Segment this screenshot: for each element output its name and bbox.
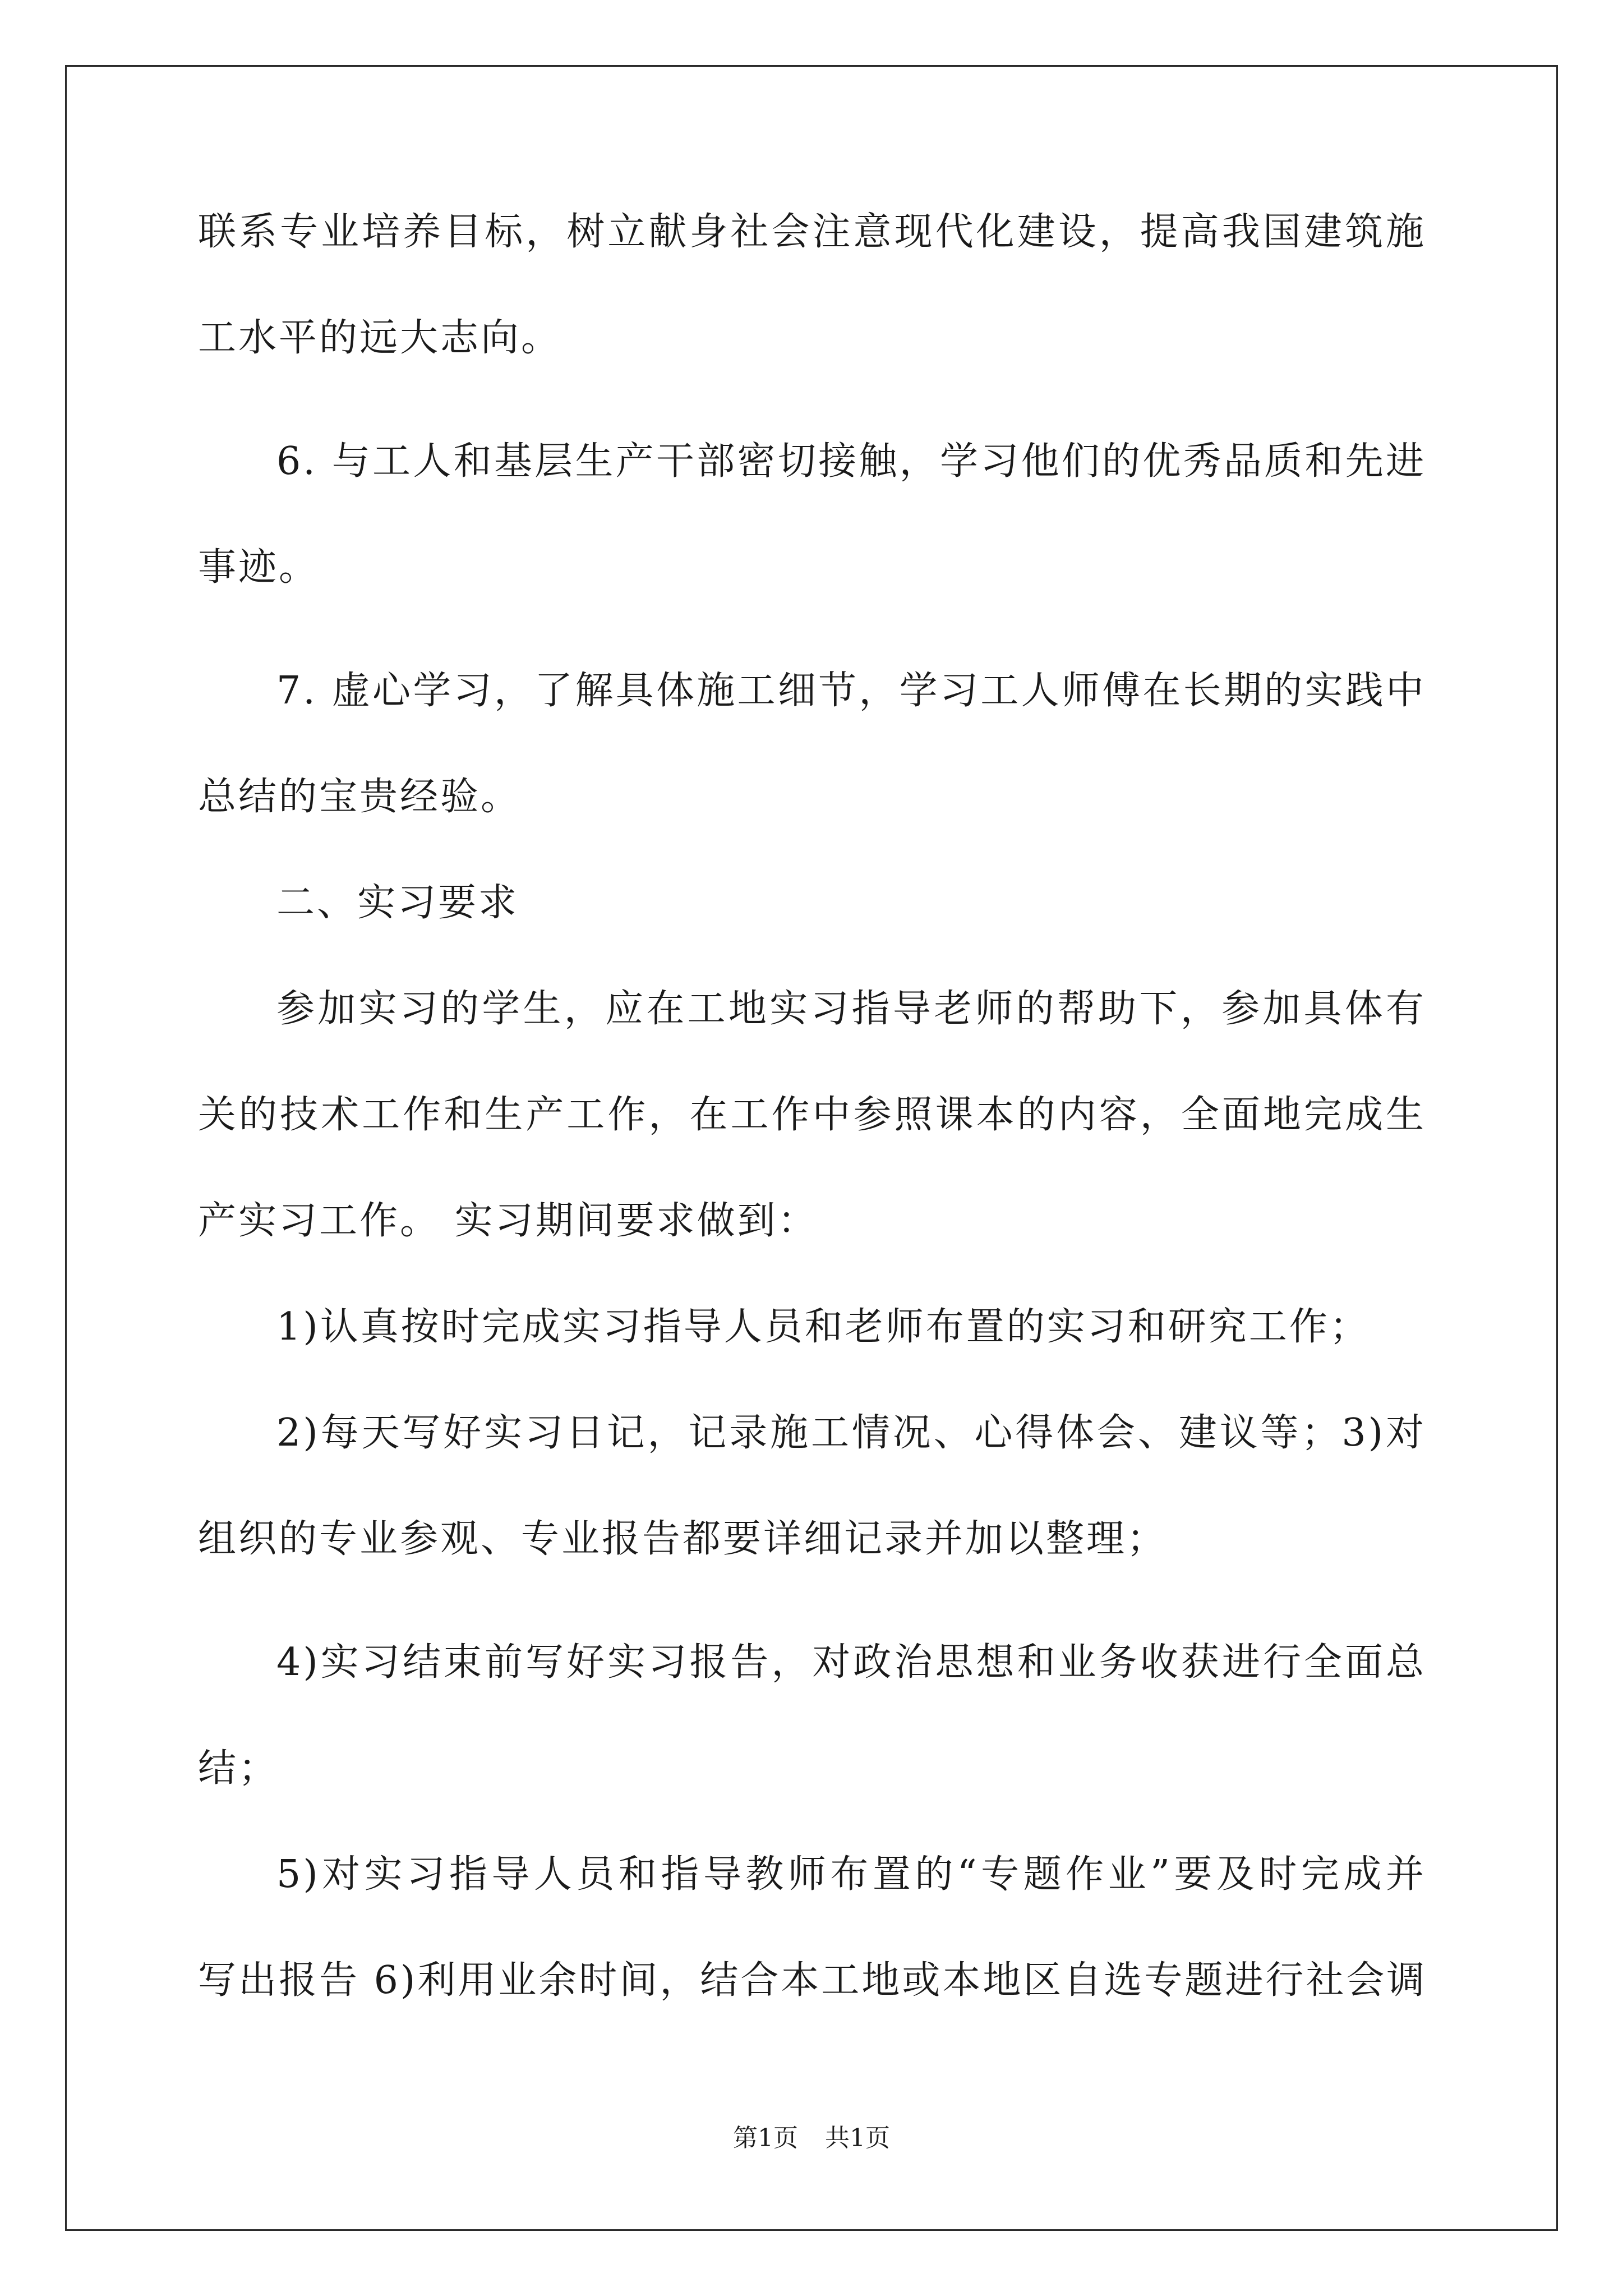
body-line: 联系专业培养目标，树立献身社会注意现代化建设，提高我国建筑施 [198,210,1426,254]
body-line: 事迹。 [198,545,320,590]
requirement-2: 2)每天写好实习日记，记录施工情况、心得体会、建议等；3)对 [276,1411,1426,1455]
page-footer [0,2126,1623,2151]
body-line: 参加实习的学生，应在工地实习指导老师的帮助下，参加具体有 [276,987,1426,1031]
page-border [65,65,1558,2231]
body-line: 工水平的远大志向。 [198,316,562,360]
body-line: 产实习工作。 实习期间要求做到： [198,1199,818,1243]
page-number: 第1页 [733,2124,798,2152]
body-line: 写出报告 6)利用业余时间，结合本工地或本地区自选专题进行社会调 [198,1958,1427,2003]
list-item-7: 7. 虚心学习，了解具体施工细节，学习工人师傅在长期的实践中 [276,669,1426,713]
body-line: 总结的宝贵经验。 [198,775,522,819]
page-total: 共1页 [825,2124,890,2152]
body-line: 结； [198,1746,279,1791]
body-line: 组织的专业参观、专业报告都要详细记录并加以整理； [198,1517,1168,1561]
requirement-1: 1)认真按时完成实习指导人员和老师布置的实习和研究工作； [276,1305,1370,1349]
section-heading: 二、实习要求 [276,881,519,925]
requirement-4: 4)实习结束前写好实习报告，对政治思想和业务收获进行全面总 [276,1640,1426,1685]
body-line: 关的技术工作和生产工作，在工作中参照课本的内容，全面地完成生 [198,1093,1426,1137]
requirement-5: 5)对实习指导人员和指导教师布置的“专题作业”要及时完成并 [276,1852,1426,1897]
list-item-6: 6. 与工人和基层生产干部密切接触，学习他们的优秀品质和先进 [276,439,1426,484]
